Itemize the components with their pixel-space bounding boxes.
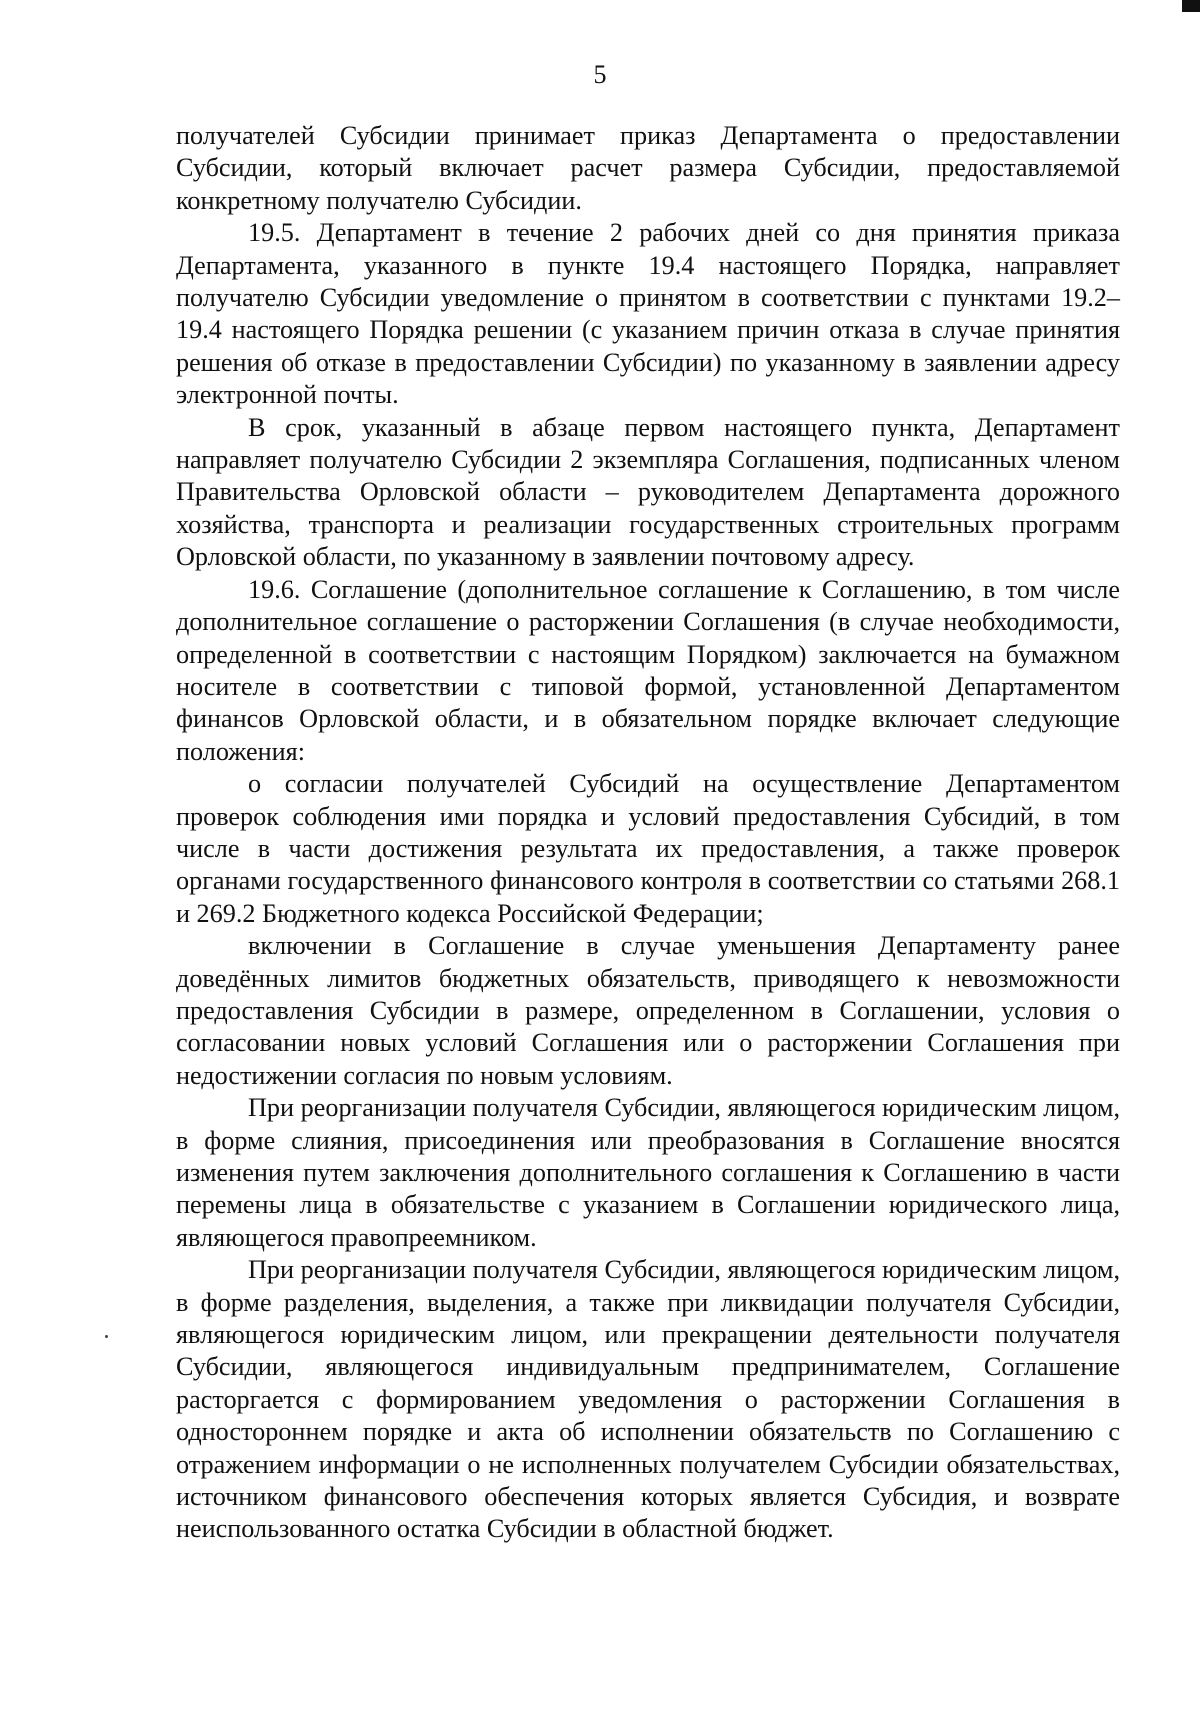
paragraph-limit-reduction: включении в Соглашение в случае уменьшения Департаменту ранее доведённых лимитов бюджетных обязательств, приводящего к невозможности предоставления Субсидии в размере, определенном в Соглашении, условия о согласовании новых условий Соглашения или о расторжении Соглашения при недостижении согласия по новым условиям. [176,931,1120,1090]
page-number: 5 [593,60,607,89]
paragraph-consent-checks: о согласии получателей Субсидий на осуществление Департаментом проверок соблюдения ими порядка и условий предоставления Субсидий, в том числе в части достижения результата их предоставления, а также проверок органами государственного финансового контроля в соответствии со статьями 268.1 и 269.2 Бюджетного кодекса Российской Федерации; [176,769,1120,928]
paragraph-agreement-copies: В срок, указанный в абзаце первом настоящего пункта, Департамент направляет получателю Субсидии 2 экземпляра Соглашения, подписанных членом Правительства Орловской области – руководителем Департамента дорожного хозяйства, транспорта и реализации государственных строительных программ Орловской области, по указанному в заявлении почтовому адресу. [176,412,1120,572]
paragraph-continuation: получателей Субсидии принимает приказ Департамента о предоставлении Субсидии, который включает расчет размера Субсидии, предоставляемой конкретному получателю Субсидии. [176,121,1120,215]
paragraph-19-6: 19.6. Соглашение (дополнительное соглашение к Соглашению, в том числе дополнительное соглашение о расторжении Соглашения (в случае необходимости, определенной в соответствии с настоящим Порядком) заключается на бумажном носителе в соответствии с типовой формой, установленной Департаментом финансов Орловской области, и в обязательном порядке включает следующие положения: [176,574,1120,766]
scan-speck [105,1335,108,1338]
paragraph-19-5: 19.5. Департамент в течение 2 рабочих дней со дня принятия приказа Департамента, указанного в пункте 19.4 настоящего Порядка, направляет получателю Субсидии уведомление о принятом в соответствии с пунктами 19.2–19.4 настоящего Порядка решении (с указанием причин отказа в случае принятия решения об отказе в предоставлении Субсидии) по указанному в заявлении адресу электронной почты. [176,218,1120,410]
document-body [176,120,1120,1546]
scan-edge-mark [1182,0,1200,12]
paragraph-reorganization-termination: При реорганизации получателя Субсидии, являющегося юридическим лицом, в форме разделения, выделения, а также при ликвидации получателя Субсидии, являющегося юридическим лицом, или прекращении деятельности получателя Субсидии, являющегося индивидуальным предпринимателем, Соглашение расторгается с формированием уведомления о расторжении Соглашения в одностороннем порядке и акта об исполнении обязательств по Соглашению с отражением информации о не исполненных получателем Субсидии обязательствах, источником финансового обеспечения которых является Субсидия, и возврате неиспользованного остатка Субсидии в областной бюджет. [176,1255,1120,1544]
paragraph-reorganization-merger: При реорганизации получателя Субсидии, являющегося юридическим лицом, в форме слияния, присоединения или преобразования в Соглашение вносятся изменения путем заключения дополнительного соглашения к Соглашению в части перемены лица в обязательстве с указанием в Соглашении юридического лица, являющегося правопреемником. [176,1093,1120,1252]
